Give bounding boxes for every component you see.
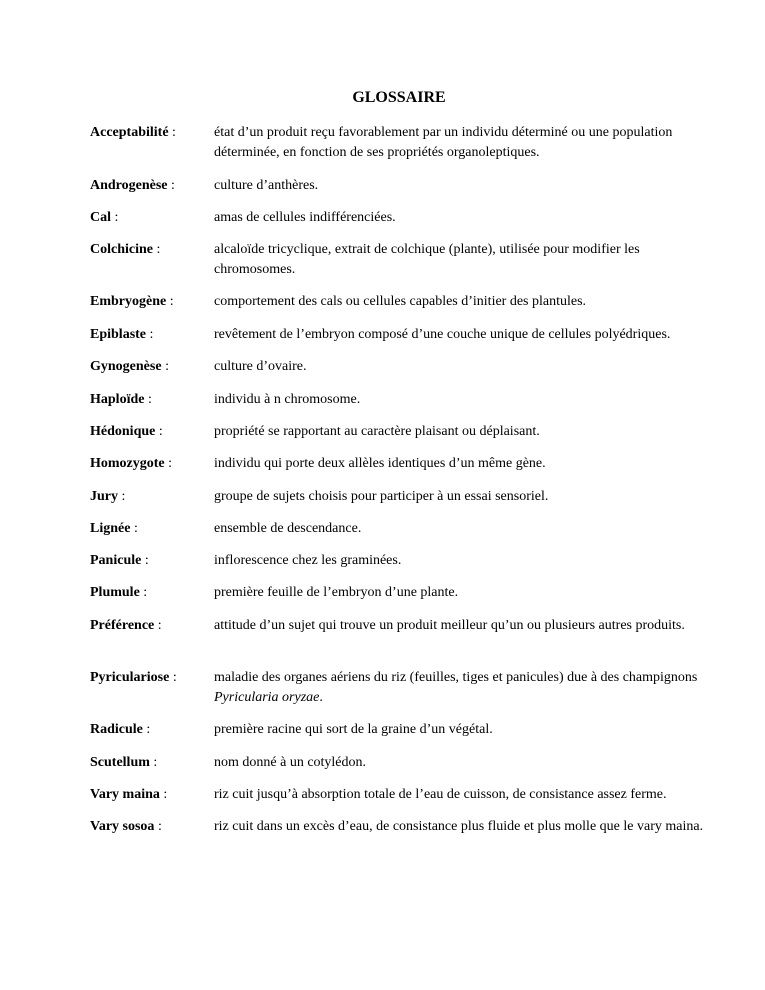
glossary-term [90,583,147,603]
term-separator: : [139,585,148,600]
term-label: Epiblaste [90,327,147,342]
term-separator: : [154,819,162,834]
term-separator: : [168,125,176,140]
glossary-definition: alcaloïde tricyclique, extrait de colchique (plante), utilisée pour modifier les chromosomes. [214,242,640,277]
glossary-definition: état d’un produit reçu favorablement par un individu déterminé ou une population déterminée, en fonction de ses propriétés organoleptiques. [214,125,673,160]
term-separator: : [142,722,151,737]
glossary-definition: attitude d’un sujet qui trouve un produit meilleur qu’un ou plusieurs autres produits. [214,618,685,633]
glossary-definition: inflorescence chez les graminées. [214,553,402,568]
term-label: Plumule [90,585,140,600]
term-label: Acceptabilité [90,125,169,140]
glossary-term [90,720,150,740]
term-label: Scutellum [90,755,150,770]
species-name: Pyricularia oryzae [214,690,320,705]
term-separator: : [153,242,161,257]
glossary-term [90,292,174,312]
glossary-definition: riz cuit dans un excès d’eau, de consistance plus fluide et plus molle que le vary maina. [214,819,704,834]
glossary-definition: culture d’anthères. [214,178,319,193]
glossary-definition: amas de cellules indifférenciées. [214,210,396,225]
glossary-term [90,817,162,837]
term-separator: : [155,424,163,439]
glossary-term [90,668,177,688]
term-label: Embryogène [90,294,167,309]
glossary-term [90,616,162,636]
glossary-definition: première feuille de l’embryon d’une plante. [214,585,459,600]
term-separator: : [149,755,158,770]
term-separator: : [159,787,168,802]
glossary-definition: individu à n chromosome. [214,392,361,407]
term-separator: : [118,489,126,504]
glossary-definition: individu qui porte deux allèles identiques d’un même gène. [214,456,546,471]
term-label: Lignée [90,521,131,536]
glossary-term [90,454,172,474]
glossary-term [90,422,163,442]
term-label: Vary sosoa [90,819,155,834]
glossary-definition: riz cuit jusqu’à absorption totale de l’eau de cuisson, de consistance assez ferme. [214,787,667,802]
term-separator: : [146,327,154,342]
glossary-term [90,208,118,228]
definition-end: . [319,690,323,705]
term-label: Vary maina [90,787,160,802]
glossary-term [90,123,176,143]
term-label: Cal [90,210,111,225]
glossary-term [90,325,153,345]
glossary-definition: première racine qui sort de la graine d’un végétal. [214,722,493,737]
term-separator: : [166,294,174,309]
glossary-term [90,240,160,260]
glossary-definition: comportement des cals ou cellules capables d’initier des plantules. [214,294,587,309]
glossary-term [90,519,138,539]
term-label: Androgenèse [90,178,168,193]
glossary-term [90,390,152,410]
term-label: Jury [90,489,118,504]
glossary-definition: revêtement de l’embryon composé d’une couche unique de cellules polyédriques. [214,327,671,342]
glossary-definition: ensemble de descendance. [214,521,362,536]
term-label: Gynogenèse [90,359,162,374]
term-separator: : [144,392,152,407]
glossary-definition [214,668,720,708]
term-separator: : [169,670,177,685]
glossary-definition: propriété se rapportant au caractère plaisant ou déplaisant. [214,424,540,439]
term-separator: : [111,210,119,225]
term-label: Pyriculariose [90,670,170,685]
definition-text: maladie des organes aériens du riz (feuilles, tiges et panicules) due à des champignons [214,670,698,685]
glossary-term [90,551,149,571]
term-separator: : [167,178,175,193]
term-separator: : [161,359,169,374]
term-separator: : [141,553,149,568]
term-label: Panicule [90,553,142,568]
term-label: Préférence [90,618,155,633]
glossary-definition: groupe de sujets choisis pour participer à un essai sensoriel. [214,489,549,504]
glossary-term [90,487,125,507]
term-label: Hédonique [90,424,156,439]
glossary-term [90,357,169,377]
term-label: Homozygote [90,456,165,471]
term-separator: : [164,456,173,471]
glossary-definition: culture d’ovaire. [214,359,307,374]
term-label: Colchicine [90,242,153,257]
term-separator: : [130,521,138,536]
glossary-term [90,785,167,805]
term-label: Radicule [90,722,143,737]
term-separator: : [154,618,162,633]
page-title: GLOSSAIRE [352,89,446,106]
glossary-term [90,753,157,773]
term-label: Haploïde [90,392,145,407]
glossary-definition: nom donné à un cotylédon. [214,755,367,770]
glossary-term [90,176,175,196]
